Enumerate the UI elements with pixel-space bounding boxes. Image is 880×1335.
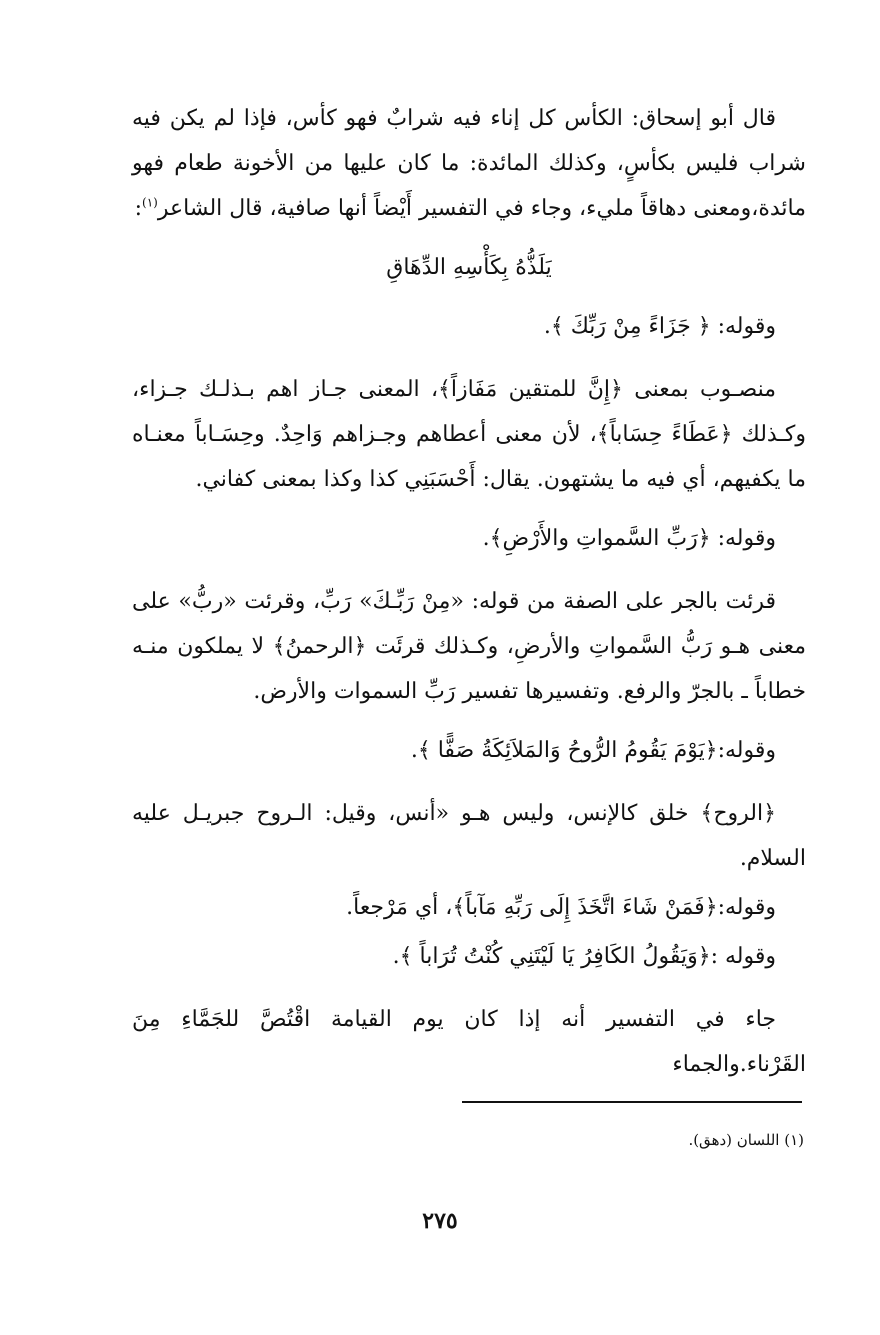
paragraph-tafsir: جاء في التفسير أنه إذا كان يوم القيامة اقْتُصَّ للجَمَّاءِ مِنَ القَرْناء.والجماء (132, 1007, 806, 1077)
footnote-divider (462, 1101, 802, 1103)
paragraph-kas-colon: : (134, 196, 143, 221)
quran-quote-turab: وقوله :﴿وَيَقُولُ الكَافِرُ يَا لَيْتَنِي كُنْتُ تُرَاباً ﴾. (392, 944, 776, 969)
poetry-verse: يَلَذُّهُ بِكَأْسِهِ الدِّهَاقِ (386, 255, 552, 280)
paragraph-kas-text: قال أبو إسحاق: الكأس كل إناء فيه شرابٌ فهو كأس، فإذا لم يكن فيه شراب فليس بكأسٍ، وكذلك المائدة: ما كان عليها من الأخونة طعام فهو مائدة،ومعنى دهاقاً مليء، وجاء في التفسير أَيْضاً أنها صافية، قال الشاعر (132, 106, 806, 221)
footnote-reference: (١) (142, 195, 158, 210)
main-text (132, 96, 806, 1087)
paragraph-qiraat: قرئت بالجر على الصفة من قوله: «مِنْ رَبِّـكَ» رَبِّ، وقرئت «ربُّ» على معنى هـو رَبُّ السَّمواتِ والأرضِ، وكـذلك قرئَت ﴿الرحمنُ﴾ لا يملكون منـه خطاباً ـ بالجرّ والرفع. وتفسيرها تفسير رَبِّ السموات والأرض. (132, 589, 806, 704)
quran-quote-jazaa: وقوله: ﴿ جَزَاءً مِنْ رَبِّكَ ﴾. (543, 314, 776, 339)
paragraph-kas (132, 96, 806, 231)
paragraph-ruh: ﴿الروح﴾ خلق كالإنس، وليس هـو «أنس، وقيل: الـروح جبريـل عليه السلام. (132, 801, 806, 871)
quran-quote-yawm: وقوله:﴿يَوْمَ يَقُومُ الرُّوحُ وَالمَلاَئِكَةُ صَفًّا ﴾. (410, 738, 776, 763)
quran-quote-rabb: وقوله: ﴿رَبِّ السَّمواتِ والأَرْضِ﴾. (482, 526, 776, 551)
page-number: ٢٧٥ (422, 1208, 458, 1234)
paragraph-mansub: منصـوب بمعنى ﴿إِنَّ للمتقين مَفَازاً﴾، المعنى جـاز اهم بـذلـك جـزاء، وكـذلك ﴿عَطَاءً حِسَاباً﴾، لأن معنى أعطاهم وجـزاهم وَاحِدٌ. وحِسَـاباً معنـاه ما يكفيهم، أي فيه ما يشتهون. يقال: أَحْسَبَنِي كذا وكذا بمعنى كفاني. (132, 377, 806, 492)
quran-quote-maab: وقوله:﴿فَمَنْ شَاءَ اتَّخَذَ إِلَى رَبِّهِ مَآباً﴾، أي مَرْجعاً. (346, 895, 776, 920)
footnote: (١) اللسان (دهق). (688, 1131, 804, 1149)
